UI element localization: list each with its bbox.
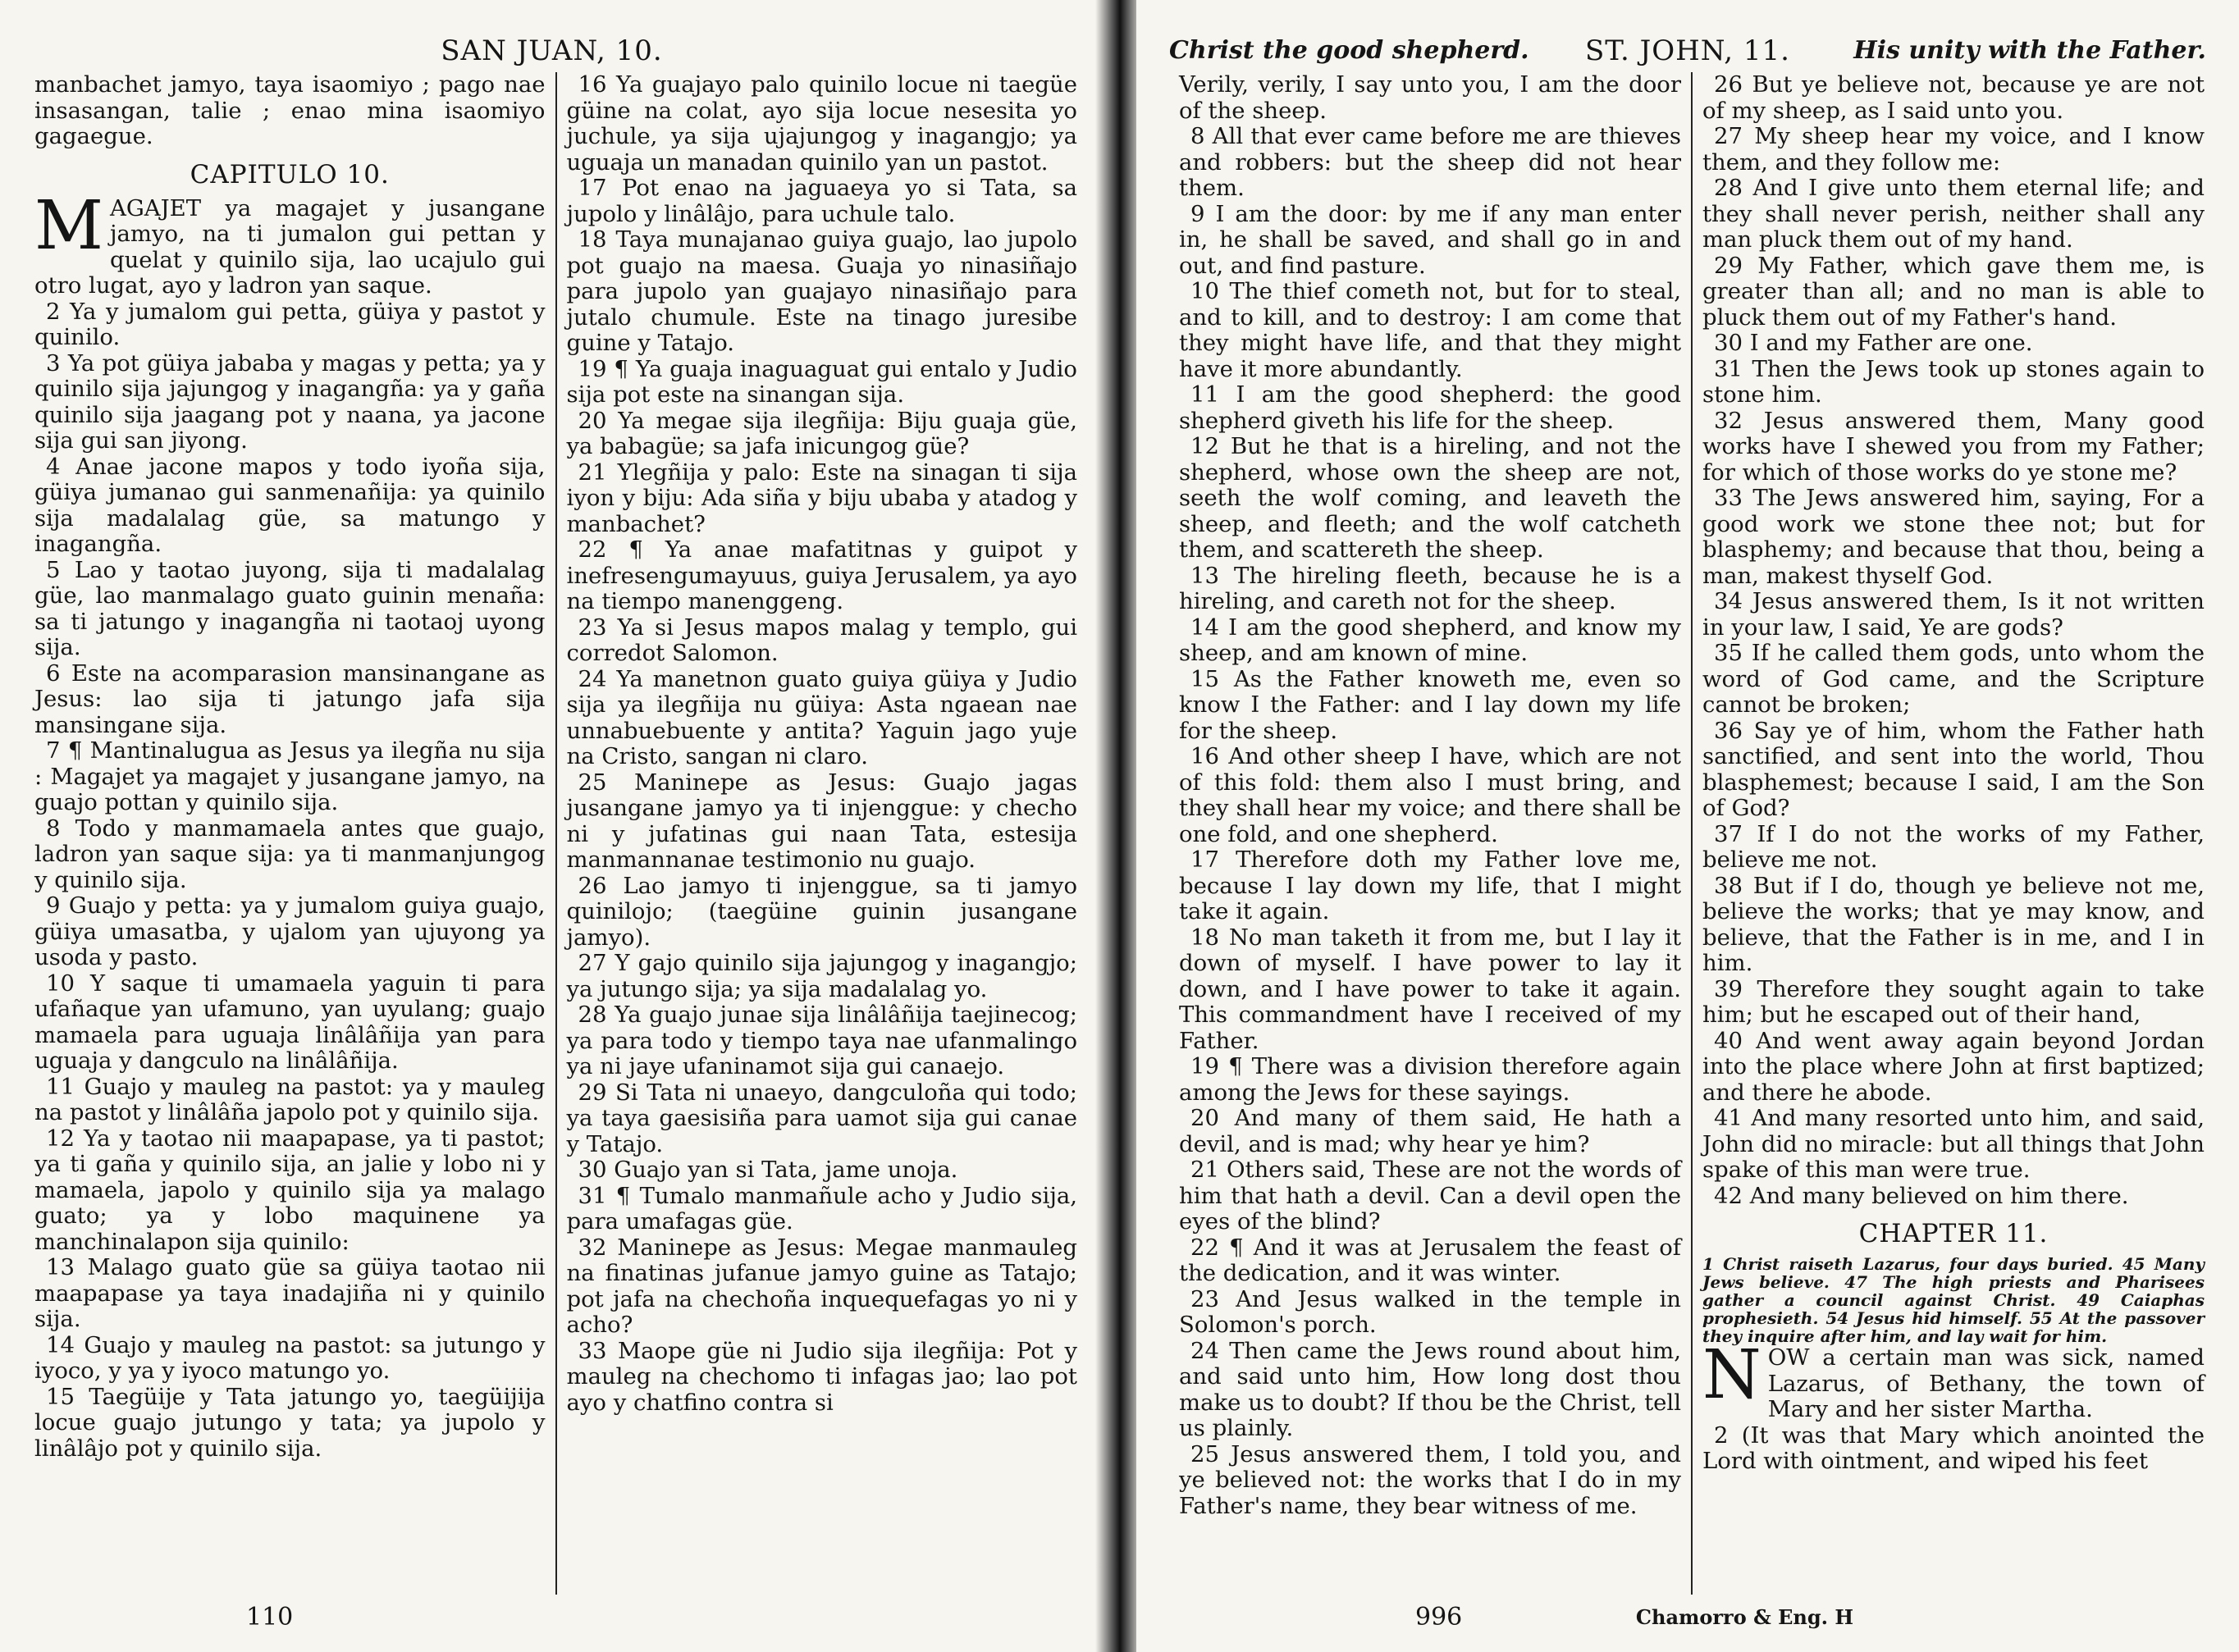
paragraph-text: AGAJET ya magajet y jusangane jamyo, na ti jumalon gui pettan y quelat y quinilo sija, lao ucajulo gui otro lugat, ayo y ladron yan saque. — [34, 194, 546, 299]
right-page — [1136, 0, 2239, 1652]
verse-paragraph: 8 Todo y manmamaela antes que guajo, ladron yan saque sija: ya ti manmanjungog y quinilo sija. — [34, 815, 546, 893]
verse-paragraph: 9 I am the door: by me if any man enter in, he shall be saved, and shall go in and out, and find pasture. — [1179, 200, 1681, 279]
verse-paragraph: 16 And other sheep I have, which are not of this fold: them also I must bring, and they shall hear my voice; and there shall be one fold, and one shepherd. — [1179, 743, 1681, 847]
verse-paragraph: 3 Ya pot güiya jababa y magas y petta; ya y quinilo sija jajungog y inagangña: ya y gaña quinilo sija jaagang pot y naana, ya jacone sija gui san jiyong. — [34, 349, 546, 454]
verse-paragraph: 24 Ya manetnon guato guiya güiya y Judio sija ya ilegñija nu güiya: Asta ngaean nae unnabuebuente y antita? Yaguin jago yuje na Cristo, sangan ni claro. — [566, 665, 1077, 769]
chapter-summary: 1 Christ raiseth Lazarus, four days buried. 45 Many Jews believe. 47 The high priests and Pharisees gather a council against Christ. 49 Caiaphas prophesieth. 54 Jesus hid himself. 55 At the passover they inquire after him, and lay wait for him. — [1702, 1254, 2205, 1346]
verse-paragraph: 21 Ylegñija y palo: Este na sinagan ti sija iyon y biju: Ada siña y biju ubaba y atadog y manbachet? — [566, 459, 1077, 537]
verse-paragraph: 23 Ya si Jesus mapos malag y templo, gui corredot Salomon. — [566, 614, 1077, 666]
running-head-left: Christ the good shepherd. — [1169, 36, 1529, 65]
verse-paragraph: 12 But he that is a hireling, and not the shepherd, whose own the sheep are not, seeth the wolf coming, and leaveth the sheep, and fleeth; and the wolf catcheth them, and scattereth the sheep. — [1179, 433, 1681, 563]
verse-paragraph: 39 Therefore they sought again to take him; but he escaped out of their hand, — [1702, 975, 2205, 1028]
verse-paragraph: 18 Taya munajanao guiya guajo, lao jupolo pot guajo na maesa. Guaja yo ninasiñajo para jupolo yan guajayo ninasiñajo para jutalo chumule. Este na tinago juresibe guine y Tatajo. — [566, 226, 1077, 356]
chapter-opening-paragraph — [34, 186, 546, 299]
verse-paragraph: 33 Maope güe ni Judio sija ilegñija: Pot y mauleg na chechomo ti infagas jao; lao pot ayo y chatfino contra si — [566, 1337, 1077, 1416]
verse-paragraph: 12 Ya y taotao nii maapapase, ya ti pastot; ya ti gaña y quinilo sija, an jalie y lobo ni y mamaela, japolo y quinilo sija ya malago guato; ya y lobo maquinene ya manchinalapon sija quinilo: — [34, 1125, 546, 1255]
verse-paragraph: 7 ¶ Mantinalugua as Jesus ya ilegña nu sija : Magajet ya magajet y jusangane jamyo, na guajo pottan y quinilo sija. — [34, 737, 546, 815]
verse-paragraph: 27 Y gajo quinilo sija jajungog y inagangjo; ya jutungo sija; ya sija madalalag yo. — [566, 950, 1077, 1002]
verse-paragraph: 31 ¶ Tumalo manmañule acho y Judio sija, para umafagas güe. — [566, 1182, 1077, 1234]
verse-paragraph: 32 Jesus answered them, Many good works have I shewed you from my Father; for which of those works do ye stone me? — [1702, 407, 2205, 486]
verse-paragraph: 14 I am the good shepherd, and know my sheep, and am known of mine. — [1179, 614, 1681, 666]
verse-paragraph: 23 And Jesus walked in the temple in Solomon's porch. — [1179, 1285, 1681, 1338]
verse-paragraph: 14 Guajo y mauleg na pastot: sa jutungo y iyoco, y ya y iyoco matungo yo. — [34, 1331, 546, 1384]
verse-paragraph: manbachet jamyo, taya isaomiyo ; pago nae insasangan, talie ; enao mina isaomiyo gagaegue. — [34, 72, 546, 149]
verse-paragraph: 28 Ya guajo junae sija linâlâñija taejinecog; ya para todo y tiempo taya nae ufanmalingo ya ni jaye ufaninamot sija gui canaejo. — [566, 1002, 1077, 1079]
verse-paragraph: 29 Si Tata ni unaeyo, dangculoña qui todo; ya taya gaesisiña para uamot sija gui canae y Tatajo. — [566, 1079, 1077, 1157]
verse-paragraph: 25 Maninepe as Jesus: Guajo jagas jusangane jamyo ya ti injenggue: y checho ni y jufatinas gui naan Tata, estesija manmannanae testimonio nu guajo. — [566, 769, 1077, 873]
verse-paragraph: 9 Guajo y petta: ya y jumalom guiya guajo, güiya umasatba, y ujalom yan ujuyong ya usoda y pasto. — [34, 892, 546, 970]
verse-paragraph: 26 Lao jamyo ti injenggue, sa ti jamyo quinilojo; (taegüine guinin jusangane jamyo). — [566, 872, 1077, 951]
drop-cap-letter: N — [1702, 1336, 1761, 1414]
verse-paragraph: 15 Taegüije y Tata jatungo yo, taegüijija locue guajo jutungo y tata; ya jupolo y linâlâjo pot y quinilo sija. — [34, 1383, 546, 1462]
verse-paragraph: 16 Ya guajayo palo quinilo locue ni taegüe güine na colat, ayo sija locue nesesita yo juchule, ya sija ujajungog y inagangjo; ya uguaja un manadan quinilo yan un pastot. — [566, 72, 1077, 176]
verse-paragraph: 11 I am the good shepherd: the good shepherd giveth his life for the sheep. — [1179, 381, 1681, 434]
drop-cap-letter: M — [34, 186, 103, 265]
verse-paragraph: 29 My Father, which gave them me, is greater than all; and no man is able to pluck them out of my Father's hand. — [1702, 252, 2205, 331]
text-column — [555, 72, 1088, 1595]
verse-paragraph: 21 Others said, These are not the words of him that hath a devil. Can a devil open the eyes of the blind? — [1179, 1157, 1681, 1234]
chapter-heading: CHAPTER 11. — [1858, 1219, 2049, 1248]
verse-paragraph: 31 Then the Jews took up stones again to stone him. — [1702, 355, 2205, 408]
verse-paragraph: 32 Maninepe as Jesus: Megae manmauleg na finatinas jufanue jamyo guine as Tatajo; pot jafa na chechoña inquequefagas yo ni y acho? — [566, 1234, 1077, 1338]
text-column — [1169, 72, 1691, 1595]
verse-paragraph: 22 ¶ Ya anae mafatitnas y guipot y inefresengumayuus, guiya Jerusalem, ya ayo na tiempo manenggeng. — [566, 536, 1077, 614]
verse-paragraph: 36 Say ye of him, whom the Father hath sanctified, and sent into the world, Thou blasphemest; because I said, I am the Son of God? — [1702, 717, 2205, 821]
verse-paragraph: 24 Then came the Jews round about him, and said unto him, How long dost thou make us to doubt? If thou be the Christ, tell us plainly. — [1179, 1337, 1681, 1441]
verse-paragraph: 18 No man taketh it from me, but I lay it down of myself. I have power to lay it down, and I have power to take it again. This commandment have I received of my Father. — [1179, 924, 1681, 1054]
verse-paragraph: 30 Guajo yan si Tata, jame unoja. — [578, 1157, 958, 1183]
verse-paragraph: 17 Pot enao na jaguaeya yo si Tata, sa jupolo y linâlâjo, para uchule talo. — [566, 175, 1077, 227]
verse-paragraph: 13 The hireling fleeth, because he is a hireling, and careth not for the sheep. — [1179, 562, 1681, 614]
verse-paragraph: 25 Jesus answered them, I told you, and ye believed not: the works that I do in my Father's name, they bear witness of me. — [1179, 1440, 1681, 1519]
chapter-heading: CAPITULO 10. — [190, 159, 390, 189]
verse-paragraph: 28 And I give unto them eternal life; and they shall never perish, neither shall any man pluck them out of my hand. — [1702, 175, 2205, 253]
verse-paragraph: 17 Therefore doth my Father love me, because I lay down my life, that I might take it again. — [1179, 847, 1681, 924]
paragraph-text: OW a certain man was sick, named Lazarus, of Bethany, the town of Mary and her sister Martha. — [1767, 1344, 2205, 1422]
verse-paragraph: 8 All that ever came before me are thieves and robbers: but the sheep did not hear them. — [1179, 123, 1681, 201]
verse-paragraph: 27 My sheep hear my voice, and I know them, and they follow me: — [1702, 123, 2205, 176]
text-columns — [1169, 72, 2214, 1595]
verse-paragraph: 19 ¶ There was a division therefore again among the Jews for these sayings. — [1179, 1053, 1681, 1106]
verse-paragraph: 2 (It was that Mary which anointed the Lord with ointment, and wiped his feet — [1702, 1422, 2205, 1474]
verse-paragraph: 6 Este na acomparasion mansinangane as Jesus: lao sija ti jatungo jafa sija mansingane sija. — [34, 659, 546, 738]
verse-paragraph: 37 If I do not the works of my Father, believe me not. — [1702, 820, 2205, 873]
verse-paragraph: 30 I and my Father are one. — [1714, 330, 2033, 356]
page-number: 110 — [246, 1603, 294, 1631]
verse-paragraph: 38 But if I do, though ye believe not me, believe the works; that ye may know, and believe, that the Father is in me, and I in him. — [1702, 872, 2205, 976]
printer-signature: Chamorro & Eng. H — [1635, 1605, 1853, 1629]
verse-paragraph: 13 Malago guato güe sa güiya taotao nii maapapase ya taya inadajiña ni y quinilo sija. — [34, 1254, 546, 1332]
running-head-right: His unity with the Father. — [1853, 36, 2206, 65]
verse-paragraph: 20 Ya megae sija ilegñija: Biju guaja güe, ya babagüe; sa jafa inicungog güe? — [566, 407, 1077, 459]
verse-paragraph: 40 And went away again beyond Jordan into the place where John at first baptized; and there he abode. — [1702, 1027, 2205, 1106]
verse-paragraph: 34 Jesus answered them, Is it not written in your law, I said, Ye are gods? — [1702, 588, 2205, 641]
chapter-opening-paragraph — [1702, 1336, 2205, 1423]
verse-paragraph: 5 Lao y taotao juyong, sija ti madalalag güe, lao manmalago guato guinin menaña: sa ti jatungo y inagangña ni taotaoj uyong sija. — [34, 556, 546, 660]
verse-paragraph: 26 But ye believe not, because ye are not of my sheep, as I said unto you. — [1702, 72, 2205, 124]
verse-paragraph: 35 If he called them gods, unto whom the word of God came, and the Scripture cannot be broken; — [1702, 640, 2205, 718]
verse-paragraph: 2 Ya y jumalom gui petta, güiya y pastot y quinilo. — [34, 298, 546, 350]
text-column — [1691, 72, 2214, 1595]
verse-paragraph: 22 ¶ And it was at Jerusalem the feast of the dedication, and it was winter. — [1179, 1234, 1681, 1286]
verse-paragraph: 42 And many believed on him there. — [1714, 1182, 2129, 1209]
verse-paragraph: 4 Anae jacone mapos y todo iyoña sija, güiya jumanao gui sanmenañija: ya quinilo sija madalalag güe, sa matungo y inagangña. — [34, 453, 546, 557]
verse-paragraph: 10 The thief cometh not, but for to steal, and to kill, and to destroy: I am come that they might have life, and that they might have it more abundantly. — [1179, 278, 1681, 382]
text-column — [25, 72, 555, 1595]
verse-paragraph: Verily, verily, I say unto you, I am the door of the sheep. — [1179, 72, 1681, 124]
verse-paragraph: 11 Guajo y mauleg na pastot: ya y mauleg na pastot y linâlâña japolo pot y quinilo sija. — [34, 1073, 546, 1125]
running-head-title: ST. JOHN, 11. — [1584, 34, 1790, 67]
verse-paragraph: 33 The Jews answered him, saying, For a good work we stone thee not; but for blasphemy; and because that thou, being a man, makest thyself God. — [1702, 485, 2205, 589]
running-head — [1136, 33, 2239, 69]
left-page — [0, 0, 1104, 1652]
text-columns — [25, 72, 1087, 1595]
running-head — [0, 33, 1104, 69]
verse-paragraph: 20 And many of them said, He hath a devil, and is mad; why hear ye him? — [1179, 1105, 1681, 1157]
running-head-title: SAN JUAN, 10. — [441, 34, 663, 67]
verse-paragraph: 41 And many resorted unto him, and said, John did no miracle: but all things that John spake of this man were true. — [1702, 1105, 2205, 1183]
verse-paragraph: 19 ¶ Ya guaja inaguaguat gui entalo y Judio sija pot este na sinangan sija. — [566, 355, 1077, 408]
verse-paragraph: 15 As the Father knoweth me, even so know I the Father: and I lay down my life for the sheep. — [1179, 665, 1681, 744]
page-number: 996 — [1415, 1603, 1463, 1631]
verse-paragraph: 10 Y saque ti umamaela yaguin ti para ufañaque yan ufamuno, yan uyulang; guajo mamaela para uguaja linâlâñija yan para uguaja y dangculo na linâlâñija. — [34, 970, 546, 1074]
